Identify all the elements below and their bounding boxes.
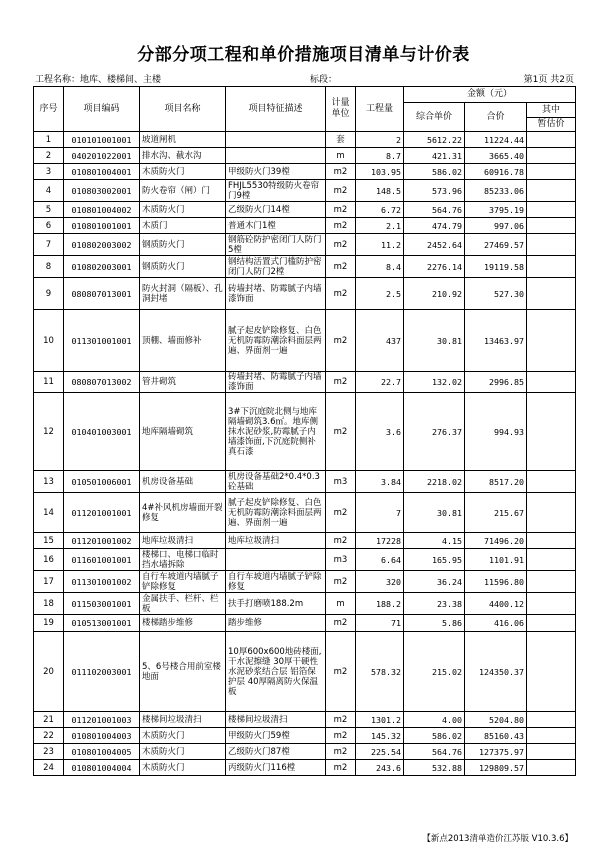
row-total: 215.67	[465, 493, 527, 533]
row-qty: 2	[356, 132, 404, 148]
row-name: 木质门	[140, 218, 226, 234]
row-qty: 6.64	[356, 549, 404, 571]
row-unit-price: 4.15	[404, 533, 465, 549]
row-provisional	[527, 164, 576, 180]
row-unit-price: 165.95	[404, 549, 465, 571]
row-unit-price: 474.79	[404, 218, 465, 234]
row-code: 011102003001	[64, 632, 140, 712]
header-meta	[33, 72, 574, 85]
row-unit-price: 2276.14	[404, 256, 465, 278]
row-seq: 22	[34, 728, 64, 744]
row-total: 127375.97	[465, 744, 527, 760]
row-name: 木质防火门	[140, 744, 226, 760]
row-qty: 1301.2	[356, 712, 404, 728]
header-unit-price: 综合单价	[404, 103, 465, 132]
row-qty: 71	[356, 615, 404, 632]
row-code: 010401003001	[64, 393, 140, 471]
row-provisional	[527, 234, 576, 256]
row-seq: 20	[34, 632, 64, 712]
row-unit: m3	[326, 471, 356, 493]
row-desc: 地库垃圾清扫	[226, 533, 326, 549]
row-total: 85233.06	[465, 180, 527, 202]
row-provisional	[527, 278, 576, 310]
row-unit: m2	[326, 533, 356, 549]
row-name: 钢质防火门	[140, 234, 226, 256]
row-name: 楼梯踏步维修	[140, 615, 226, 632]
row-desc: 丙级防火门116樘	[226, 760, 326, 776]
row-name: 木质防火门	[140, 202, 226, 218]
row-provisional	[527, 310, 576, 372]
row-desc: 机房设备基础2*0.4*0.3砼基础	[226, 471, 326, 493]
row-seq: 12	[34, 393, 64, 471]
row-code: 011201001001	[64, 493, 140, 533]
row-qty: 103.95	[356, 164, 404, 180]
row-unit: m	[326, 593, 356, 615]
row-name: 木质防火门	[140, 760, 226, 776]
row-unit-price: 215.02	[404, 632, 465, 712]
row-provisional	[527, 593, 576, 615]
row-code: 010513001001	[64, 615, 140, 632]
row-unit: m2	[326, 760, 356, 776]
row-qty: 578.32	[356, 632, 404, 712]
row-unit: m2	[326, 164, 356, 180]
row-total: 124350.37	[465, 632, 527, 712]
table-row	[34, 256, 576, 278]
row-total: 11596.80	[465, 571, 527, 593]
header-of-which: 其中	[527, 103, 576, 118]
row-total: 3795.19	[465, 202, 527, 218]
row-desc: 钢结构活置式门槛防护密闭门人防门2樘	[226, 256, 326, 278]
row-total: 13463.97	[465, 310, 527, 372]
table-row	[34, 493, 576, 533]
row-qty: 8.4	[356, 256, 404, 278]
row-seq: 24	[34, 760, 64, 776]
table-row	[34, 202, 576, 218]
row-code: 010801004004	[64, 760, 140, 776]
row-name: 木质防火门	[140, 164, 226, 180]
row-qty: 22.7	[356, 372, 404, 393]
row-code: 010101001001	[64, 132, 140, 148]
row-unit-price: 564.76	[404, 744, 465, 760]
row-total: 2996.85	[465, 372, 527, 393]
row-total: 11224.44	[465, 132, 527, 148]
row-desc: 踏步维修	[226, 615, 326, 632]
row-unit-price: 132.02	[404, 372, 465, 393]
row-desc: 普通木门1樘	[226, 218, 326, 234]
row-unit-price: 564.76	[404, 202, 465, 218]
row-qty: 2.5	[356, 278, 404, 310]
row-unit-price: 4.00	[404, 712, 465, 728]
row-unit-price: 532.88	[404, 760, 465, 776]
row-desc	[226, 148, 326, 164]
row-unit: m3	[326, 549, 356, 571]
row-name: 自行车坡道内墙腻子铲除修复	[140, 571, 226, 593]
row-name: 钢质防火门	[140, 256, 226, 278]
row-desc: 甲级防火门59樘	[226, 728, 326, 744]
row-unit-price: 5.86	[404, 615, 465, 632]
row-provisional	[527, 615, 576, 632]
row-name: 排水沟、截水沟	[140, 148, 226, 164]
row-unit-price: 30.81	[404, 310, 465, 372]
row-name: 楼梯间垃圾清扫	[140, 712, 226, 728]
row-total: 3665.40	[465, 148, 527, 164]
row-total: 85160.43	[465, 728, 527, 744]
row-seq: 5	[34, 202, 64, 218]
row-unit: m	[326, 148, 356, 164]
table-row	[34, 744, 576, 760]
row-name: 坡道闸机	[140, 132, 226, 148]
table-row	[34, 132, 576, 148]
row-seq: 11	[34, 372, 64, 393]
row-unit: m2	[326, 632, 356, 712]
row-code: 080807013001	[64, 278, 140, 310]
table-row	[34, 471, 576, 493]
row-name: 4#补风机房墙面开裂修复	[140, 493, 226, 533]
row-seq: 6	[34, 218, 64, 234]
row-code: 010801004005	[64, 744, 140, 760]
row-code: 010803002001	[64, 180, 140, 202]
row-unit: m2	[326, 180, 356, 202]
row-seq: 10	[34, 310, 64, 372]
row-unit-price: 276.37	[404, 393, 465, 471]
row-seq: 1	[34, 132, 64, 148]
row-unit-price: 586.02	[404, 728, 465, 744]
row-desc	[226, 549, 326, 571]
row-provisional	[527, 632, 576, 712]
row-desc: 10厚600x600地砖楼面,干水泥擦缝 30厚干硬性水泥砂浆结合层 铝箔保护层 40厚隔离防火保温板	[226, 632, 326, 712]
row-seq: 21	[34, 712, 64, 728]
row-code: 010802003002	[64, 234, 140, 256]
row-seq: 8	[34, 256, 64, 278]
row-seq: 16	[34, 549, 64, 571]
row-unit-price: 210.92	[404, 278, 465, 310]
row-name: 管井砌筑	[140, 372, 226, 393]
row-seq: 15	[34, 533, 64, 549]
row-qty: 148.5	[356, 180, 404, 202]
row-name: 机房设备基础	[140, 471, 226, 493]
row-provisional	[527, 744, 576, 760]
table-row	[34, 148, 576, 164]
row-code: 010801004001	[64, 164, 140, 180]
table-row	[34, 728, 576, 744]
row-seq: 2	[34, 148, 64, 164]
row-total: 8517.20	[465, 471, 527, 493]
row-provisional	[527, 760, 576, 776]
row-provisional	[527, 549, 576, 571]
row-desc: 乙级防火门87樘	[226, 744, 326, 760]
row-code: 010801001001	[64, 218, 140, 234]
table-row	[34, 310, 576, 372]
row-code: 080807013002	[64, 372, 140, 393]
row-code: 011601001001	[64, 549, 140, 571]
row-provisional	[527, 256, 576, 278]
row-total: 71496.20	[465, 533, 527, 549]
row-code: 011201001002	[64, 533, 140, 549]
row-code: 010501006001	[64, 471, 140, 493]
row-total: 997.06	[465, 218, 527, 234]
row-provisional	[527, 471, 576, 493]
table-row	[34, 760, 576, 776]
row-desc: 腻子起皮铲除修复、白色无机防霉防潮涂料面层两遍、界面剂一遍	[226, 493, 326, 533]
table-row	[34, 164, 576, 180]
row-provisional	[527, 372, 576, 393]
row-total: 527.30	[465, 278, 527, 310]
row-desc: FHJL5530特级防火卷帘门9樘	[226, 180, 326, 202]
row-provisional	[527, 393, 576, 471]
row-name: 地库隔墙砌筑	[140, 393, 226, 471]
row-provisional	[527, 533, 576, 549]
header-seq: 序号	[34, 87, 64, 132]
row-unit: m2	[326, 256, 356, 278]
row-desc	[226, 132, 326, 148]
row-unit: m2	[326, 615, 356, 632]
row-total: 416.06	[465, 615, 527, 632]
row-name: 防火封洞（隔板）、孔洞封堵	[140, 278, 226, 310]
row-provisional	[527, 202, 576, 218]
section-label: 标段：	[310, 75, 338, 85]
row-unit: m2	[326, 234, 356, 256]
row-unit-price: 586.02	[404, 164, 465, 180]
header-total: 合价	[465, 103, 527, 132]
row-name: 5、6号楼合用前室楼地面	[140, 632, 226, 712]
header-provisional: 暂估价	[527, 118, 576, 132]
row-qty: 225.54	[356, 744, 404, 760]
bill-table	[33, 86, 576, 776]
row-total: 19119.58	[465, 256, 527, 278]
row-seq: 17	[34, 571, 64, 593]
row-code: 011301001002	[64, 571, 140, 593]
row-provisional	[527, 148, 576, 164]
row-total: 60916.78	[465, 164, 527, 180]
row-provisional	[527, 132, 576, 148]
table-row	[34, 615, 576, 632]
table-row	[34, 593, 576, 615]
row-name: 楼梯口、电梯口临时挡水墙拆除	[140, 549, 226, 571]
row-qty: 437	[356, 310, 404, 372]
row-seq: 7	[34, 234, 64, 256]
table-row	[34, 632, 576, 712]
header-code: 项目编码	[64, 87, 140, 132]
row-provisional	[527, 493, 576, 533]
project-name: 工程名称：地库、楼梯间、主楼	[35, 75, 162, 85]
row-provisional	[527, 571, 576, 593]
row-name: 金属扶手、栏杆、栏板	[140, 593, 226, 615]
table-row	[34, 533, 576, 549]
row-unit-price: 5612.22	[404, 132, 465, 148]
row-code: 010802003001	[64, 256, 140, 278]
row-unit: m2	[326, 310, 356, 372]
row-provisional	[527, 180, 576, 202]
page-number: 第1页 共2页	[523, 75, 574, 85]
row-unit: 套	[326, 132, 356, 148]
row-total: 1101.91	[465, 549, 527, 571]
row-unit: m2	[326, 712, 356, 728]
row-qty: 243.6	[356, 760, 404, 776]
row-unit: m2	[326, 571, 356, 593]
table-row	[34, 712, 576, 728]
software-footer: 【新点2013清单造价江苏版 V10.3.6】	[422, 834, 573, 844]
row-qty: 6.72	[356, 202, 404, 218]
table-row	[34, 278, 576, 310]
row-seq: 3	[34, 164, 64, 180]
row-code: 010801004002	[64, 202, 140, 218]
row-code: 011301001001	[64, 310, 140, 372]
table-row	[34, 372, 576, 393]
row-code: 010801004003	[64, 728, 140, 744]
row-code: 040201022001	[64, 148, 140, 164]
row-seq: 18	[34, 593, 64, 615]
row-unit: m2	[326, 728, 356, 744]
row-unit-price: 2218.02	[404, 471, 465, 493]
row-qty: 320	[356, 571, 404, 593]
row-desc: 钢筋砼防护密闭门人防门5樘	[226, 234, 326, 256]
row-desc: 楼梯间垃圾清扫	[226, 712, 326, 728]
row-unit-price: 23.38	[404, 593, 465, 615]
row-qty: 2.1	[356, 218, 404, 234]
row-seq: 23	[34, 744, 64, 760]
row-total: 994.93	[465, 393, 527, 471]
row-desc: 腻子起皮铲除修复、白色无机防霉防潮涂料面层两遍、界面剂一遍	[226, 310, 326, 372]
row-seq: 9	[34, 278, 64, 310]
row-unit: m2	[326, 202, 356, 218]
row-unit-price: 36.24	[404, 571, 465, 593]
row-seq: 13	[34, 471, 64, 493]
row-qty: 17228	[356, 533, 404, 549]
table-row	[34, 571, 576, 593]
page-title: 分部分项工程和单价措施项目清单与计价表	[137, 45, 470, 65]
row-seq: 4	[34, 180, 64, 202]
row-unit: m2	[326, 218, 356, 234]
row-unit: m2	[326, 278, 356, 310]
row-provisional	[527, 712, 576, 728]
table-row	[34, 234, 576, 256]
header-unit: 计量单位	[326, 87, 356, 132]
row-unit-price: 421.31	[404, 148, 465, 164]
row-total: 129809.57	[465, 760, 527, 776]
row-unit: m2	[326, 393, 356, 471]
row-qty: 3.6	[356, 393, 404, 471]
row-qty: 7	[356, 493, 404, 533]
row-total: 4400.12	[465, 593, 527, 615]
row-desc: 砖墙封堵、防霉腻子内墙漆饰面	[226, 278, 326, 310]
row-qty: 8.7	[356, 148, 404, 164]
row-name: 地库垃圾清扫	[140, 533, 226, 549]
header-name: 项目名称	[140, 87, 226, 132]
row-desc: 3#下沉庭院北侧与地库隔墙砌筑3.6㎡。地库侧抹水泥砂浆,防霉腻子内墙漆饰面,下沉庭院侧补真石漆	[226, 393, 326, 471]
row-unit: m2	[326, 493, 356, 533]
row-desc: 甲级防火门39樘	[226, 164, 326, 180]
table-row	[34, 218, 576, 234]
row-code: 011503001001	[64, 593, 140, 615]
row-unit-price: 573.96	[404, 180, 465, 202]
header-qty: 工程量	[356, 87, 404, 132]
row-desc: 乙级防火门14樘	[226, 202, 326, 218]
table-row	[34, 393, 576, 471]
row-seq: 14	[34, 493, 64, 533]
row-desc: 自行车坡道内墙腻子铲除修复	[226, 571, 326, 593]
row-unit: m2	[326, 744, 356, 760]
row-provisional	[527, 728, 576, 744]
row-unit-price: 2452.64	[404, 234, 465, 256]
table-row	[34, 180, 576, 202]
row-unit-price: 30.81	[404, 493, 465, 533]
row-name: 木质防火门	[140, 728, 226, 744]
row-total: 27469.57	[465, 234, 527, 256]
header-amount: 金额（元）	[404, 87, 576, 103]
row-qty: 11.2	[356, 234, 404, 256]
table-row	[34, 549, 576, 571]
row-desc: 砖墙封堵、防霉腻子内墙漆饰面	[226, 372, 326, 393]
row-qty: 3.84	[356, 471, 404, 493]
row-unit: m2	[326, 372, 356, 393]
row-qty: 145.32	[356, 728, 404, 744]
row-name: 顶棚、墙面修补	[140, 310, 226, 372]
row-desc: 扶手打磨喷188.2m	[226, 593, 326, 615]
row-total: 5204.80	[465, 712, 527, 728]
header-desc: 项目特征描述	[226, 87, 326, 132]
row-provisional	[527, 218, 576, 234]
row-name: 防火卷帘（闸）门	[140, 180, 226, 202]
row-qty: 188.2	[356, 593, 404, 615]
row-code: 011201001003	[64, 712, 140, 728]
row-seq: 19	[34, 615, 64, 632]
